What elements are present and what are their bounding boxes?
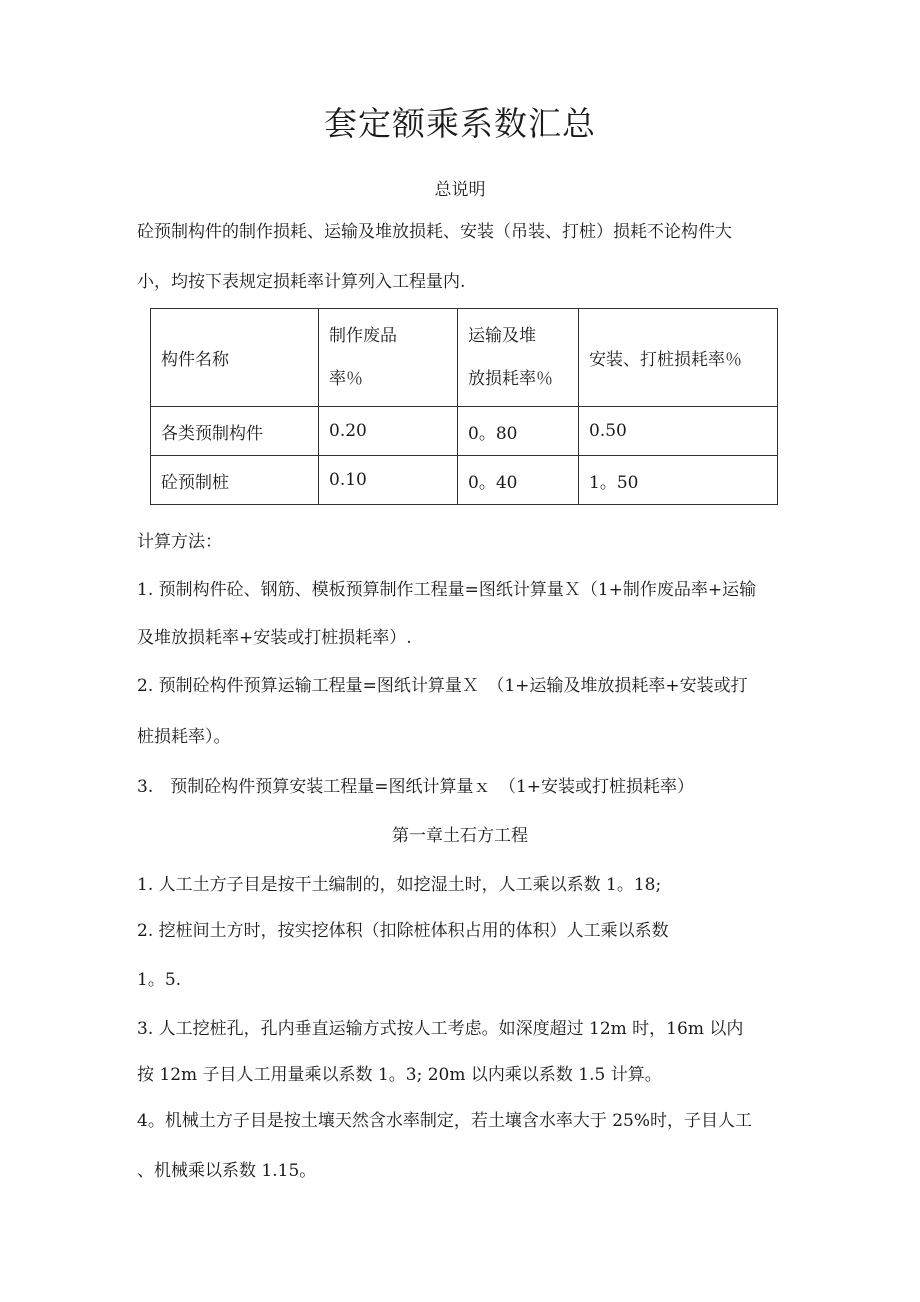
table-cell: 0.50 bbox=[579, 407, 778, 456]
general-heading: 总说明 bbox=[434, 180, 486, 200]
chapter1-line: 4。机械土方子目是按土壤天然含水率制定，若土壤含水率大于 25%时，子目人工 bbox=[137, 1111, 753, 1131]
chapter1-line: 1. 人工土方子目是按干土编制的，如挖湿土时，人工乘以系数 1。18; bbox=[137, 875, 662, 895]
table-cell: 1。50 bbox=[579, 456, 778, 505]
method-line: 2. 预制砼构件预算运输工程量=图纸计算量Ｘ （1+运输及堆放损耗率+安装或打 bbox=[137, 676, 748, 696]
table-cell: 0。80 bbox=[458, 407, 579, 456]
chapter1-line: 、机械乘以系数 1.15。 bbox=[137, 1161, 317, 1181]
method-line: 桩损耗率）。 bbox=[137, 727, 231, 747]
table-cell: 0。40 bbox=[458, 456, 579, 505]
table-cell: 0.20 bbox=[319, 407, 458, 456]
header-text: 构件名称 bbox=[161, 350, 229, 370]
table-row bbox=[151, 456, 778, 505]
chapter1-line: 2. 挖桩间土方时，按实挖体积（扣除桩体积占用的体积）人工乘以系数 bbox=[137, 921, 669, 941]
document-title: 套定额乘系数汇总 bbox=[324, 104, 596, 143]
table-cell: 各类预制构件 bbox=[151, 407, 319, 456]
method-line: 及堆放损耗率+安装或打桩损耗率）. bbox=[137, 628, 412, 648]
header-text: 运输及堆 bbox=[468, 325, 536, 346]
method-line: 1. 预制构件砼、钢筋、模板预算制作工程量=图纸计算量Ｘ（1+制作废品率+运输 bbox=[137, 580, 757, 600]
header-text: 放损耗率％ bbox=[468, 368, 553, 389]
header-text: 制作废品 bbox=[329, 325, 397, 346]
header-text: 安装、打桩损耗率％ bbox=[589, 350, 742, 370]
header-cell-transport-loss bbox=[458, 309, 579, 407]
table-cell: 砼预制桩 bbox=[151, 456, 319, 505]
chapter1-line: 3. 人工挖桩孔，孔内垂直运输方式按人工考虑。如深度超过 12m 时，16m 以内 bbox=[137, 1019, 744, 1039]
method-line: 3. 预制砼构件预算安装工程量=图纸计算量ｘ （1+安装或打桩损耗率） bbox=[137, 777, 695, 797]
header-text: 率％ bbox=[329, 368, 363, 389]
table-cell: 0.10 bbox=[319, 456, 458, 505]
table-row bbox=[151, 407, 778, 456]
loss-rate-table bbox=[150, 308, 778, 505]
chapter1-line: 1。5. bbox=[137, 970, 182, 990]
header-cell-fabrication-waste bbox=[319, 309, 458, 407]
chapter1-line: 按 12m 子目人工用量乘以系数 1。3; 20m 以内乘以系数 1.5 计算。 bbox=[137, 1065, 662, 1085]
table-header-row bbox=[151, 309, 778, 407]
intro-line: 砼预制构件的制作损耗、运输及堆放损耗、安装（吊装、打桩）损耗不论构件大 bbox=[137, 222, 732, 242]
header-cell-install-loss bbox=[579, 309, 778, 407]
method-heading: 计算方法： bbox=[137, 532, 222, 552]
header-cell-component-name bbox=[151, 309, 319, 407]
chapter1-heading: 第一章土石方工程 bbox=[392, 826, 528, 846]
intro-line: 小，均按下表规定损耗率计算列入工程量内. bbox=[137, 272, 466, 292]
